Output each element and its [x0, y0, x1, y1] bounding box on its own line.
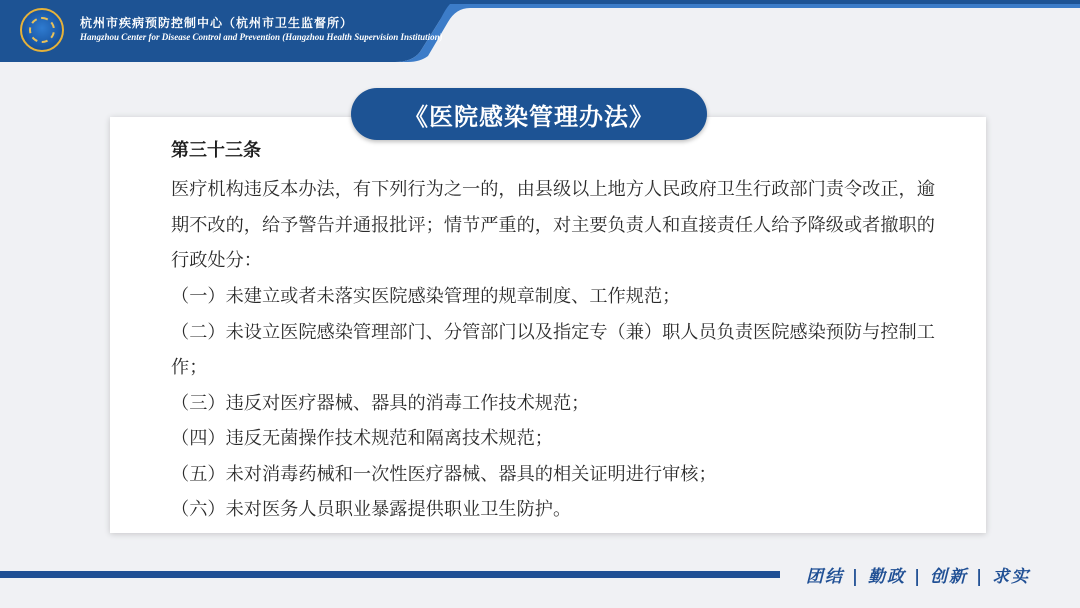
header-band — [0, 0, 1080, 62]
article-heading: 第三十三条 — [171, 140, 261, 161]
footer-motto: 团结 | 勤政 | 创新 | 求实 — [806, 567, 1031, 587]
org-name-en: Hangzhou Center for Disease Control and Prevention (Hangzhou Health Supervision Institution) — [80, 32, 443, 42]
slide-title: 《医院感染管理办法》 — [404, 102, 654, 131]
logo-emblem-icon — [29, 17, 55, 43]
list-item: （六）未对医务人员职业暴露提供职业卫生防护。 — [171, 499, 572, 520]
cdc-logo — [20, 8, 64, 52]
title-badge — [351, 88, 707, 140]
list-item: （一）未建立或者未落实医院感染管理的规章制度、工作规范； — [171, 286, 681, 307]
list-item: （四）违反无菌操作技术规范和隔离技术规范； — [171, 428, 553, 449]
violation-list — [171, 279, 946, 528]
org-name-cn: 杭州市疾病预防控制中心（杭州市卫生监督所） — [80, 16, 354, 30]
list-item: （三）违反对医疗器械、器具的消毒工作技术规范； — [171, 392, 590, 414]
list-item: （五）未对消毒药械和一次性医疗器械、器具的相关证明进行审核； — [171, 463, 717, 485]
footer-bar — [0, 571, 780, 578]
header-shape — [0, 0, 1080, 62]
article-paragraph: 医疗机构违反本办法，有下列行为之一的，由县级以上地方人民政府卫生行政部门责令改正，逾期不改的，给予警告并通报批评；情节严重的，对主要负责人和直接责任人给予降级或者撤职的行政处分： — [171, 179, 935, 271]
list-item: （二）未设立医院感染管理部门、分管部门以及指定专（兼）职人员负责医院感染预防与控制工作； — [171, 321, 935, 378]
